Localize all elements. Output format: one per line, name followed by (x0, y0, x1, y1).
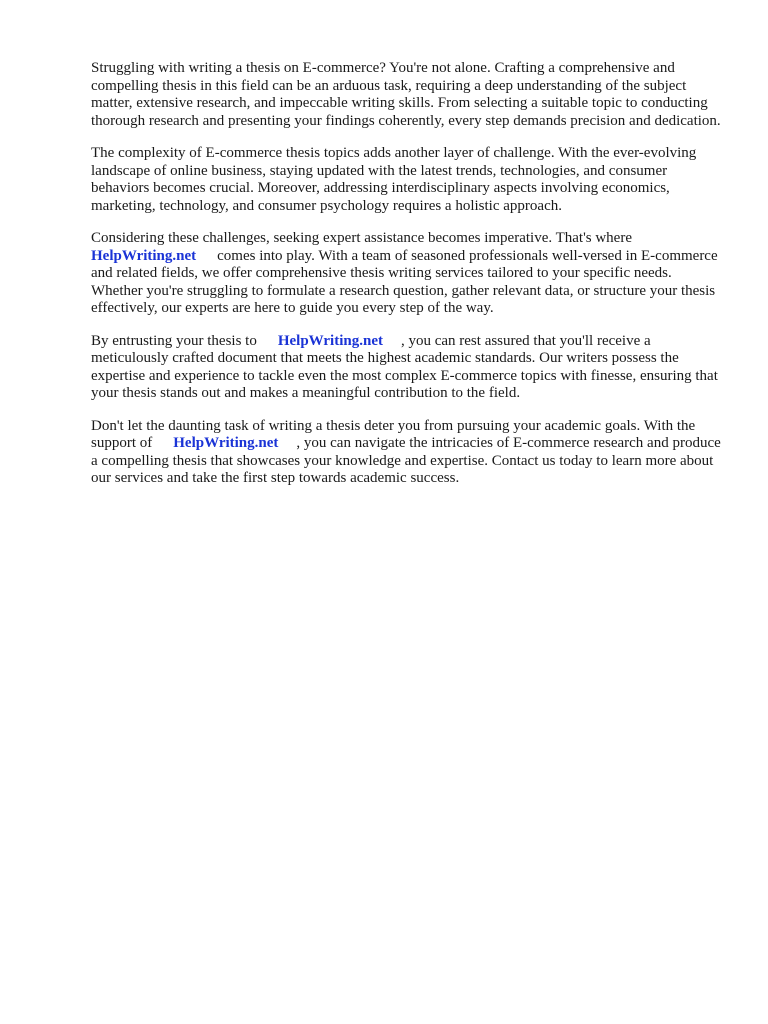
paragraph-closing-text-before: Don't let the daunting task of writing a thesis deter you from pursuing your academic goals. With the support of (91, 417, 696, 451)
paragraph-entrusting (91, 333, 723, 403)
paragraph-assistance (91, 230, 723, 318)
paragraph-assistance-text-after: comes into play. With a team of seasoned professionals well-versed in E-commerce and related fields, we offer comprehensive thesis writing services tailored to your specific needs. Whether you're struggling to formulate a research question, gather relevant data, or structure your thesis effectively, our experts are here to guide you every step of the way. (91, 247, 718, 316)
paragraph-closing-text-after: , you can navigate the intricacies of E-commerce research and produce a compelling thesis that showcases your knowledge and expertise. Contact us today to learn more about our services and take the first step towards academic success. (91, 435, 721, 486)
paragraph-closing (91, 418, 723, 488)
paragraph-entrusting-text-after: , you can rest assured that you'll receive a meticulously crafted document that meets the highest academic standards. Our writers possess the expertise and experience to tackle even the most complex E-commerce topics with finesse, ensuring that your thesis stands out and makes a meaningful contribution to the field. (91, 332, 718, 401)
document-body (91, 60, 723, 503)
helpwriting-link[interactable]: HelpWriting.net (277, 332, 383, 349)
paragraph-entrusting-text-before: By entrusting your thesis to (91, 332, 257, 349)
helpwriting-link[interactable]: HelpWriting.net (91, 247, 197, 264)
paragraph-intro: Struggling with writing a thesis on E-commerce? You're not alone. Crafting a comprehensive and compelling thesis in this field can be an arduous task, requiring a deep understanding of the subject matter, extensive research, and impeccable writing skills. From selecting a suitable topic to conducting thorough research and presenting your findings coherently, every step demands precision and dedication. (91, 60, 721, 129)
paragraph-assistance-text-before: Considering these challenges, seeking expert assistance becomes imperative. That's where (91, 230, 632, 246)
helpwriting-link[interactable]: HelpWriting.net (173, 435, 279, 451)
paragraph-complexity: The complexity of E-commerce thesis topics adds another layer of challenge. With the ever-evolving landscape of online business, staying updated with the latest trends, technologies, and consumer behaviors becomes crucial. Moreover, addressing interdisciplinary aspects involving economics, marketing, technology, and consumer psychology requires a holistic approach. (91, 145, 697, 214)
